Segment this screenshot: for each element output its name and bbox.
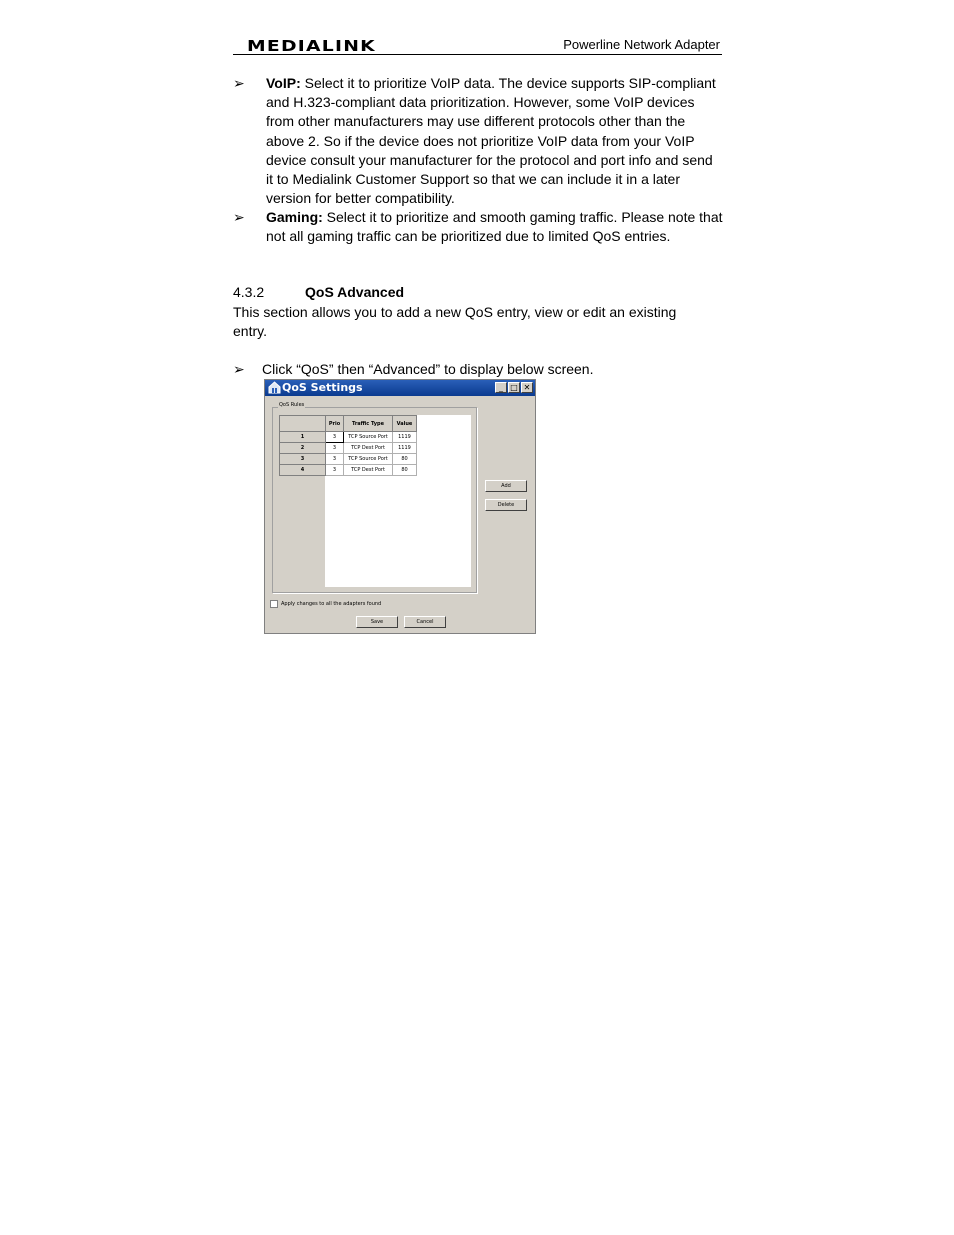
qos-rules-grid — [279, 415, 471, 587]
section-intro: This section allows you to add a new QoS entry, view or edit an existing entry. — [233, 304, 677, 340]
bullet-text: Select it to prioritize and smooth gaming traffic. Please note that not all gaming traffic can be prioritized due to limited QoS entries. — [266, 209, 723, 245]
table-row[interactable]: 4 3 TCP Dest Port 80 — [280, 465, 417, 476]
apply-all-option[interactable] — [270, 600, 381, 608]
close-button[interactable]: ✕ — [521, 382, 533, 393]
column-header-value[interactable]: Value — [393, 416, 417, 432]
bullet-gaming — [233, 208, 723, 246]
apply-all-label: Apply changes to all the adapters found — [281, 601, 382, 607]
group-label: QoS Rules — [279, 402, 305, 408]
column-header-prio[interactable]: Prio — [326, 416, 344, 432]
table-row[interactable]: 2 3 TCP Dest Port 1119 — [280, 443, 417, 454]
medialink-logo: MEDIALINK — [247, 37, 376, 55]
arrow-bullet-icon: ➢ — [233, 75, 245, 91]
bullet-label: VoIP: — [266, 75, 301, 91]
apply-all-checkbox[interactable] — [270, 600, 278, 608]
section-heading — [233, 284, 404, 300]
bullet-label: Gaming: — [266, 209, 323, 225]
instruction-bullet — [233, 360, 723, 379]
cancel-button[interactable]: Cancel — [404, 616, 446, 628]
section-number: 4.3.2 — [233, 284, 265, 300]
page-header — [233, 36, 722, 55]
minimize-button[interactable]: _ — [495, 382, 507, 393]
table-row[interactable]: 3 3 TCP Source Port 80 — [280, 454, 417, 465]
section-title: QoS Advanced — [305, 284, 405, 300]
dialog-title: QoS Settings — [282, 381, 363, 394]
bullet-voip — [233, 74, 723, 208]
qos-rules-group — [272, 402, 477, 593]
maximize-button[interactable]: □ — [508, 382, 520, 393]
corner-cell — [280, 416, 326, 432]
dialog-titlebar — [265, 380, 535, 396]
qos-settings-dialog — [264, 379, 536, 634]
bullet-text: Select it to prioritize VoIP data. The device supports SIP-compliant and H.323-compliant data prioritization. However, some VoIP devices from other manufacturers may use different protocols other than the above 2. So if the device does not prioritize VoIP data from your VoIP device consult your manufacturer for the protocol and port info and send it to Medialink Customer Support so that we can include it in a later version for better compatibility. — [266, 75, 716, 207]
instruction-text: Click “QoS” then “Advanced” to display below screen. — [262, 361, 594, 377]
arrow-bullet-icon: ➢ — [233, 361, 245, 377]
header-title: Powerline Network Adapter — [563, 37, 720, 52]
save-button[interactable]: Save — [356, 616, 398, 628]
arrow-bullet-icon: ➢ — [233, 209, 245, 225]
delete-button[interactable]: Delete — [485, 499, 527, 511]
house-icon — [268, 381, 281, 394]
add-button[interactable]: Add — [485, 480, 527, 492]
table-row[interactable]: 1 3 TCP Source Port 1119 — [280, 432, 417, 443]
column-header-traffic-type[interactable]: Traffic Type — [344, 416, 393, 432]
